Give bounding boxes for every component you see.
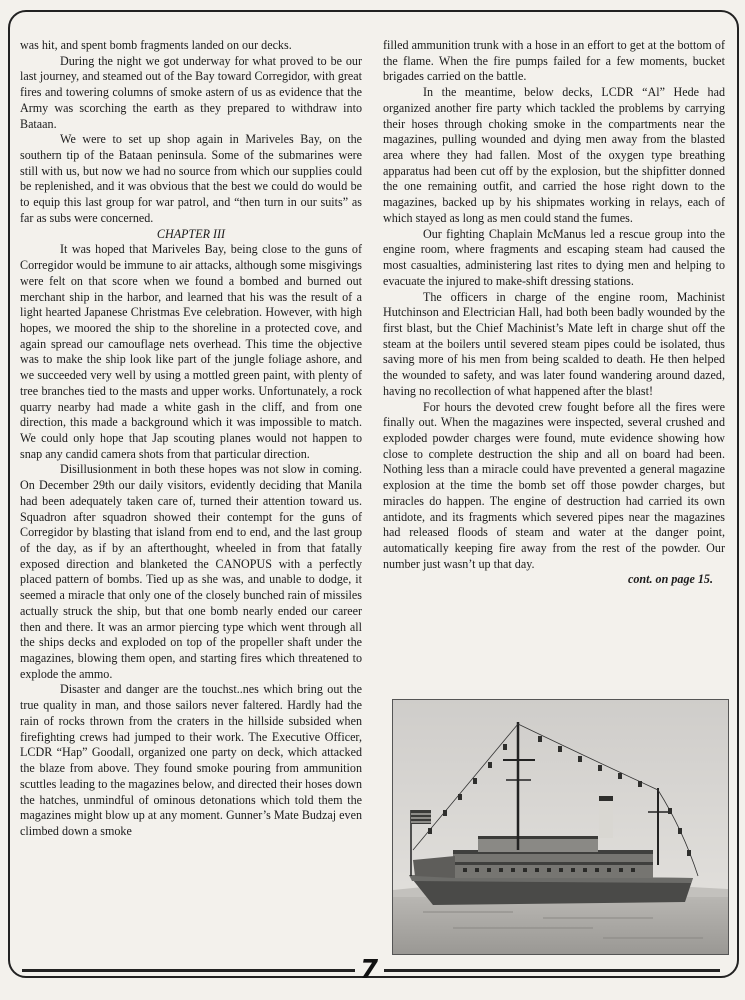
chapter-heading: CHAPTER III — [156, 226, 226, 241]
paragraph: It was hoped that Mariveles Bay, being close to the guns of Corregidor would be immune to air attacks, although some misgivings were felt on that score when we found a bombed and burned out merchant ship in the harbor, and learned that his was the result of a light hearted Japanese Christmas Eve celebration. However, with high hopes, we moored the ship to the shoreline in a protected cove, and again spread our camouflage nets overhead. This time the objective was to make the ship look like part of the jungle foliage ashore, and we succeeded very well by using a mottled green paint, with plenty of tree branches tied to the masts and upper works. Unfortunately, a rock quarry nearby had made a white gash in the cliff, and from one direction, this made a background which it was impossible to match. We could only hope that Jap scouting planes would not happen to snap any candid camera shots from that particular direction. — [20, 242, 362, 461]
paragraph: For hours the devoted crew fought before all the fires were finally out. When the magazines were inspected, several crushed and exploded powder charges were found, mute evidence showing how close to complete destruction the ship and all on board had been. Nothing less than a miracle could have prevented a general magazine explosion at the time the bomb set off those powder charges, but miracles do happen. The engine of destruction had carried its own antidote, and its fragments which severed pipes near the magazines had released floods of steam and water at the danger point, automatically keeping fire away from the rest of the powder. Our number just wasn’t up that day. — [383, 399, 725, 571]
left-column — [20, 38, 362, 840]
paragraph: filled ammunition trunk with a hose in an effort to get at the bottom of the flame. When the fire pumps failed for a few moments, bucket brigades carried on the battle. — [383, 38, 725, 84]
paragraph: Disaster and danger are the touchst..nes which bring out the true quality in man, and those sailors never faltered. Hardly had the rain of rocks thrown from the craters in the hillside subsided when firefighting crews had jumped to their work. The Executive Officer, LCDR “Hap” Goodall, organized one party on deck, which attacked the blaze from above. They found smoke pouring from ammunition scuttles leading to the magazines below, and directed their hoses down the hatches, unmindful of ominous detonations which told them the magazines might blow up at any moment. Gunner’s Mate Budzaj even climbed down a smoke — [20, 682, 362, 838]
right-column — [383, 38, 725, 588]
paragraph: In the meantime, below decks, LCDR “Al” Hede had organized another fire party which tackled the problems by carrying their hoses through choking smoke in the compartments near the magazines, pulling wounded and dying men away from the blasted area where they had fallen. Most of the oxygen type breathing apparatus had been cut off by the explosion, but the shipfitter donned the one remaining outfit, and carried the hose right down to the magazines, backed up by his shipmates working in relays, each of which stayed as long as men could stand the fumes. — [383, 85, 725, 225]
paragraph: The officers in charge of the engine room, Machinist Hutchinson and Electrician Hall, had both been badly wounded by the first blast, but the Chief Machinist’s Mate left in charge shut off the steam at the boilers until severed steam pipes could be isolated, thus saving more of his men from being scalded to death. He then helped the wounded to safety, and was later found wandering around dazed, having no recollection of what happened after the blast! — [383, 289, 725, 398]
footer-rule — [384, 969, 720, 972]
ship-photo — [392, 699, 729, 955]
paragraph: was hit, and spent bomb fragments landed on our decks. — [20, 38, 292, 52]
paragraph: We were to set up shop again in Mariveles Bay, on the southern tip of the Bataan peninsula. Some of the submarines were still with us, but now we had no source from which our supplies could be replenished, and it was obvious that the best we could do would be to equip this last group for war patrol, and “then turn in our suits” as far as subs were concerned. — [20, 132, 362, 225]
paragraph: During the night we got underway for what proved to be our last journey, and steamed out of the Bay toward Corregidor, with great fires and towering columns of smoke astern of us as evidence that the Army was scorching the earth as they prepared to withdraw into Bataan. — [20, 53, 362, 131]
page-number: 7 — [359, 955, 379, 985]
paragraph: Disillusionment in both these hopes was not slow in coming. On December 29th our daily visitors, evidently deciding that Manila had been adequately taken care of, turned their attention toward us. Squadron after squadron showed their contempt for the guns of Corregidor by blasting that island from end to end, and the last group of the day, as if by an afterthought, wheeled in from that fatally exposed direction and blanketed the CANOPUS with a perfectly placed pattern of bombs. Tied up as she was, and unable to dodge, it seemed a miracle that only one of the closely bunched rain of missiles actually struck the ship, but that one bomb nearly ended our career then and there. It was an armor piercing type which went through all the ships decks and exploded on top of the propeller shaft under the magazines, blowing them open, and starting fires which threatened to explode the ammo. — [20, 462, 362, 681]
continued-note: cont. on page 15. — [628, 572, 713, 587]
footer-rule — [22, 969, 355, 972]
paragraph: Our fighting Chaplain McManus led a rescue group into the engine room, where fragments and escaping steam had caused the most casualties, administering last rites to dying men and helping to evacuate the injured to make-shift dressing stations. — [383, 226, 725, 288]
